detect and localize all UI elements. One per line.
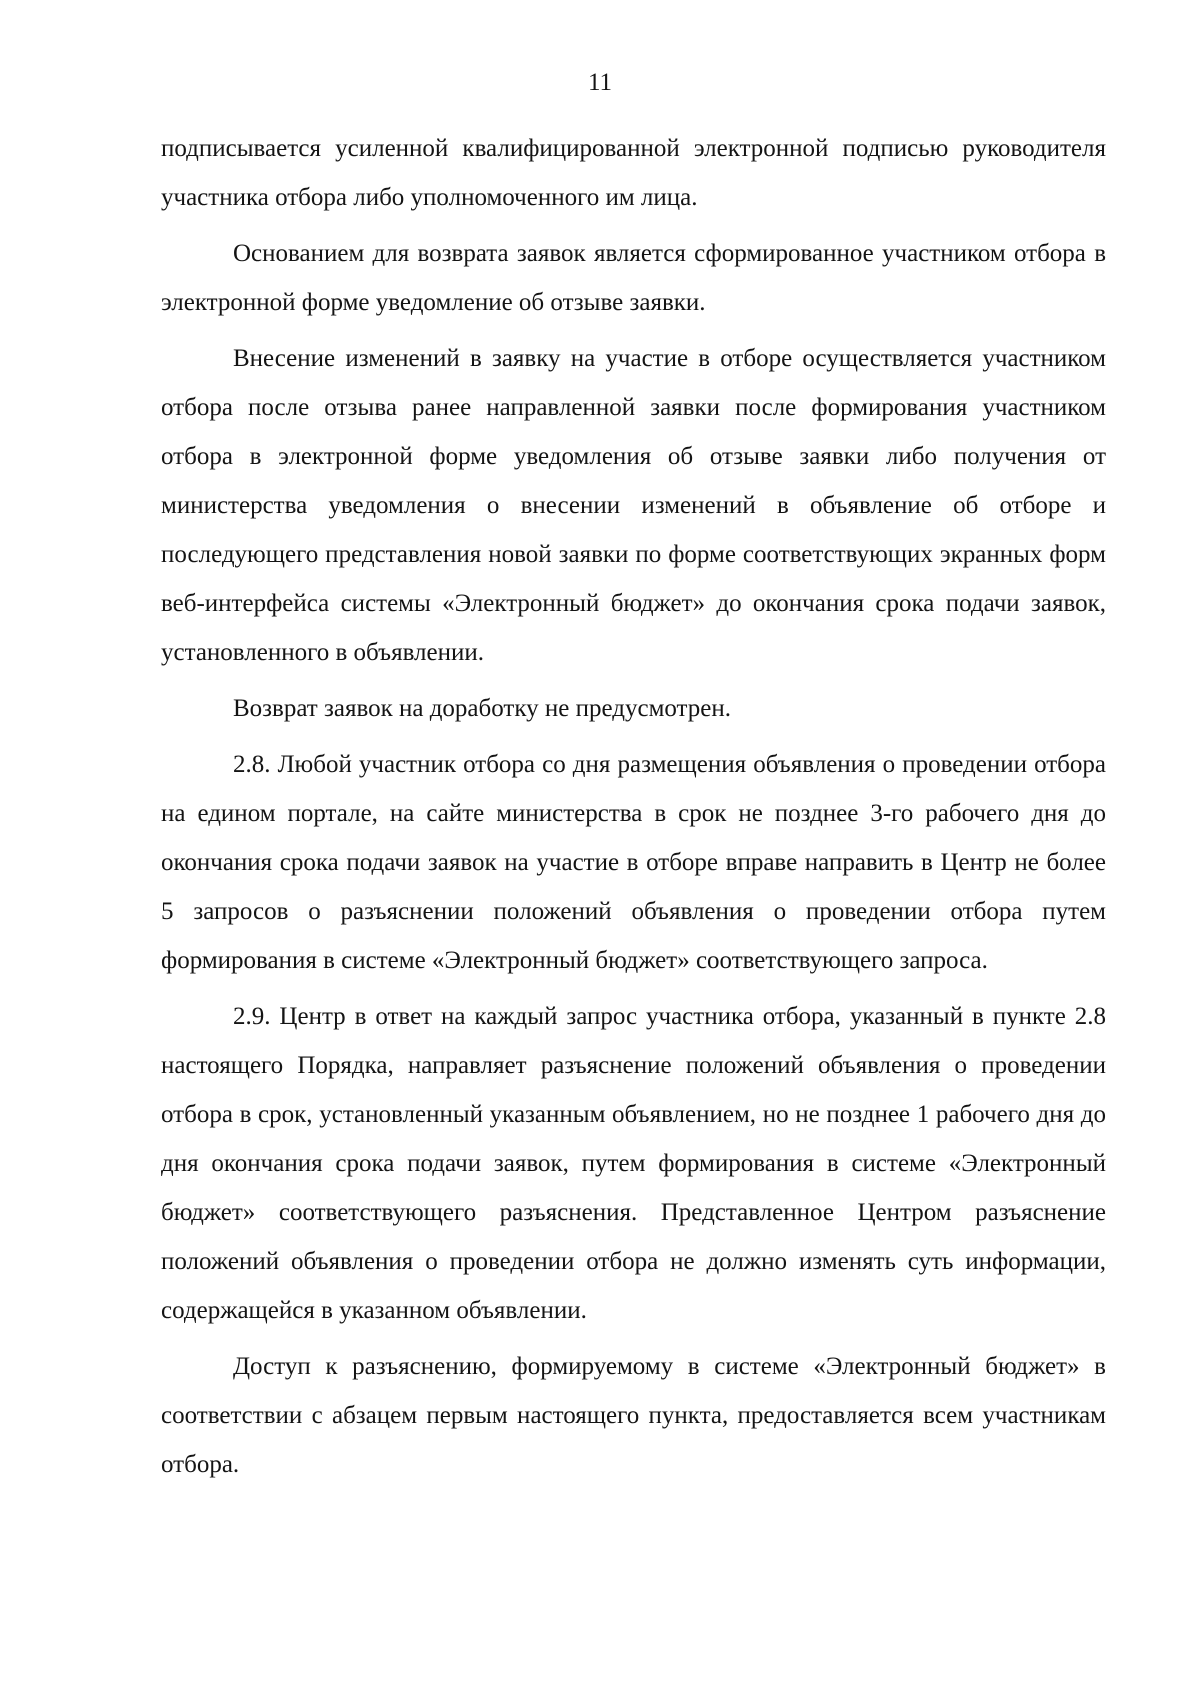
paragraph-continuation: подписывается усиленной квалифицированной электронной подписью руководителя участника отбора либо уполномоченного им лица.: [161, 135, 1106, 211]
paragraph-no-revision: Возврат заявок на доработку не предусмотрен.: [233, 695, 732, 722]
paragraph-return-basis: Основанием для возврата заявок является сформированное участником отбора в электронной форме уведомление об отзыве заявки.: [161, 240, 1106, 316]
paragraph-clause-2-9: 2.9. Центр в ответ на каждый запрос участника отбора, указанный в пункте 2.8 настоящего Порядка, направляет разъяснение положений объявления о проведении отбора в срок, установленный указанным объявлением, но не позднее 1 рабочего дня до дня окончания срока подачи заявок, путем формирования в системе «Электронный бюджет» соответствующего разъяснения. Представленное Центром разъяснение положений объявления о проведении отбора не должно изменять суть информации, содержащейся в указанном объявлении.: [161, 1003, 1106, 1324]
page-number: 11: [587, 69, 613, 96]
paragraph-amendments: Внесение изменений в заявку на участие в отборе осуществляется участником отбора после отзыва ранее направленной заявки после формирования участником отбора в электронной форме уведомления об отзыве заявки либо получения от министерства уведомления о внесении изменений в объявление об отборе и последующего представления новой заявки по форме соответствующих экранных форм веб-интерфейса системы «Электронный бюджет» до окончания срока подачи заявок, установленного в объявлении.: [161, 345, 1106, 666]
paragraph-clause-2-8: 2.8. Любой участник отбора со дня размещения объявления о проведении отбора на едином портале, на сайте министерства в срок не позднее 3-го рабочего дня до окончания срока подачи заявок на участие в отборе вправе направить в Центр не более 5 запросов о разъяснении положений объявления о проведении отбора путем формирования в системе «Электронный бюджет» соответствующего запроса.: [161, 751, 1106, 974]
document-body: [161, 124, 1106, 1496]
paragraph-access-clarification: Доступ к разъяснению, формируемому в системе «Электронный бюджет» в соответствии с абзацем первым настоящего пункта, предоставляется всем участникам отбора.: [161, 1353, 1106, 1478]
